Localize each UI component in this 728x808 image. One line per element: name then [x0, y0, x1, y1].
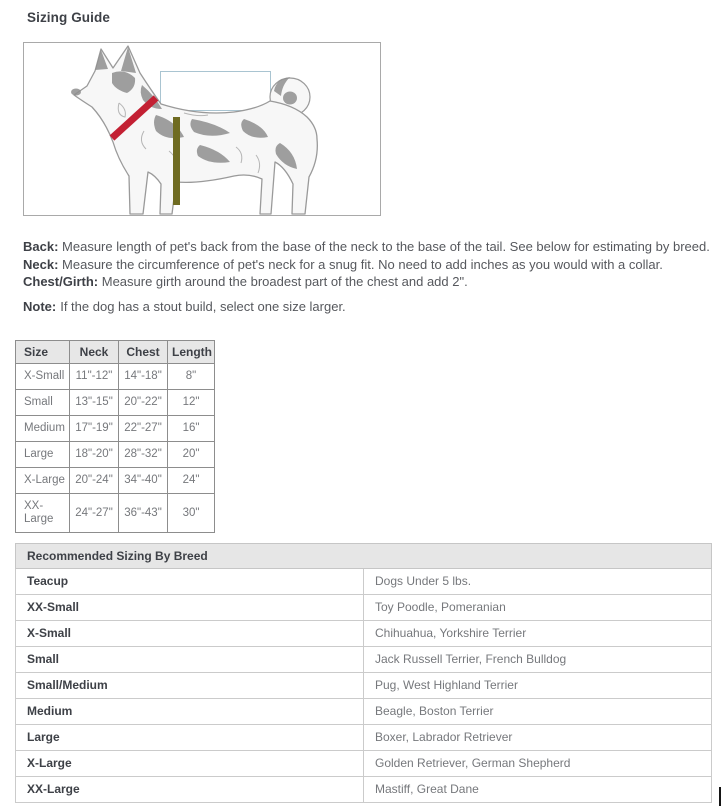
neck-cell: 24"-27" — [70, 494, 119, 533]
size-chart-row — [16, 494, 215, 533]
breed-size-cell: XX-Large — [16, 777, 364, 803]
dog-measurement-diagram — [23, 42, 381, 216]
instruction-line — [23, 238, 723, 256]
breed-size-cell: Medium — [16, 699, 364, 725]
breed-row — [16, 751, 712, 777]
chest-cell: 14"-18" — [119, 364, 168, 390]
length-cell: 20" — [168, 442, 215, 468]
note-line — [23, 299, 346, 314]
col-header-neck: Neck — [70, 341, 119, 364]
chest-cell: 36"-43" — [119, 494, 168, 533]
col-header-chest: Chest — [119, 341, 168, 364]
size-chart-table — [15, 340, 215, 533]
back-measure-box-icon — [161, 72, 271, 111]
breed-row — [16, 777, 712, 803]
neck-cell: 18"-20" — [70, 442, 119, 468]
page-title: Sizing Guide — [27, 10, 110, 25]
size-cell: Large — [16, 442, 70, 468]
breed-sizing-table — [15, 543, 712, 803]
breed-examples-cell: Boxer, Labrador Retriever — [364, 725, 712, 751]
chest-cell: 20"-22" — [119, 390, 168, 416]
breed-examples-cell: Pug, West Highland Terrier — [364, 673, 712, 699]
breed-examples-cell: Toy Poodle, Pomeranian — [364, 595, 712, 621]
chest-cell: 28"-32" — [119, 442, 168, 468]
size-chart-row — [16, 416, 215, 442]
breed-examples-cell: Dogs Under 5 lbs. — [364, 569, 712, 595]
size-cell: X-Large — [16, 468, 70, 494]
neck-cell: 13"-15" — [70, 390, 119, 416]
breed-examples-cell: Beagle, Boston Terrier — [364, 699, 712, 725]
breed-size-cell: Teacup — [16, 569, 364, 595]
breed-examples-cell: Golden Retriever, German Shepherd — [364, 751, 712, 777]
size-chart-row — [16, 468, 215, 494]
breed-size-cell: X-Small — [16, 621, 364, 647]
length-cell: 12" — [168, 390, 215, 416]
breed-row — [16, 725, 712, 751]
instruction-text: Measure girth around the broadest part of the chest and add 2". — [98, 274, 468, 289]
col-header-length: Length — [168, 341, 215, 364]
breed-row — [16, 647, 712, 673]
chest-cell: 22"-27" — [119, 416, 168, 442]
length-cell: 30" — [168, 494, 215, 533]
size-chart-header-row — [16, 341, 215, 364]
instruction-term: Neck: — [23, 256, 59, 272]
breed-size-cell: Large — [16, 725, 364, 751]
neck-cell: 20"-24" — [70, 468, 119, 494]
breed-examples-cell: Jack Russell Terrier, French Bulldog — [364, 647, 712, 673]
instruction-term: Chest/Girth: — [23, 274, 99, 289]
breed-size-cell: Small — [16, 647, 364, 673]
col-header-size: Size — [16, 341, 70, 364]
size-cell: Small — [16, 390, 70, 416]
size-cell: XX-Large — [16, 494, 70, 533]
instruction-line — [23, 273, 723, 291]
breed-row — [16, 569, 712, 595]
instruction-line — [23, 256, 723, 274]
breed-row — [16, 673, 712, 699]
breed-size-cell: Small/Medium — [16, 673, 364, 699]
text-cursor-artifact — [719, 787, 721, 806]
length-cell: 16" — [168, 416, 215, 442]
breed-table-title: Recommended Sizing By Breed — [16, 544, 712, 569]
length-cell: 24" — [168, 468, 215, 494]
instruction-text: Measure length of pet's back from the base of the neck to the base of the tail. See below for estimating by breed. — [58, 239, 710, 254]
breed-size-cell: XX-Small — [16, 595, 364, 621]
measuring-instructions — [23, 238, 723, 291]
neck-cell: 17"-19" — [70, 416, 119, 442]
neck-cell: 11"-12" — [70, 364, 119, 390]
chest-cell: 34"-40" — [119, 468, 168, 494]
length-cell: 8" — [168, 364, 215, 390]
note-text: If the dog has a stout build, select one size larger. — [60, 299, 346, 314]
size-chart-row — [16, 364, 215, 390]
breed-row — [16, 595, 712, 621]
breed-table-header-row — [16, 544, 712, 569]
chest-measure-line-icon — [173, 117, 180, 205]
instruction-text: Measure the circumference of pet's neck for a snug fit. No need to add inches as you would with a collar. — [58, 256, 663, 272]
breed-row — [16, 621, 712, 647]
breed-examples-cell: Chihuahua, Yorkshire Terrier — [364, 621, 712, 647]
size-chart-row — [16, 390, 215, 416]
size-cell: Medium — [16, 416, 70, 442]
breed-examples-cell: Mastiff, Great Dane — [364, 777, 712, 803]
size-chart-row — [16, 442, 215, 468]
note-term: Note: — [23, 299, 57, 314]
instruction-term: Back: — [23, 239, 59, 254]
dog-sketch-svg — [24, 43, 380, 215]
breed-row — [16, 699, 712, 725]
size-cell: X-Small — [16, 364, 70, 390]
breed-size-cell: X-Large — [16, 751, 364, 777]
